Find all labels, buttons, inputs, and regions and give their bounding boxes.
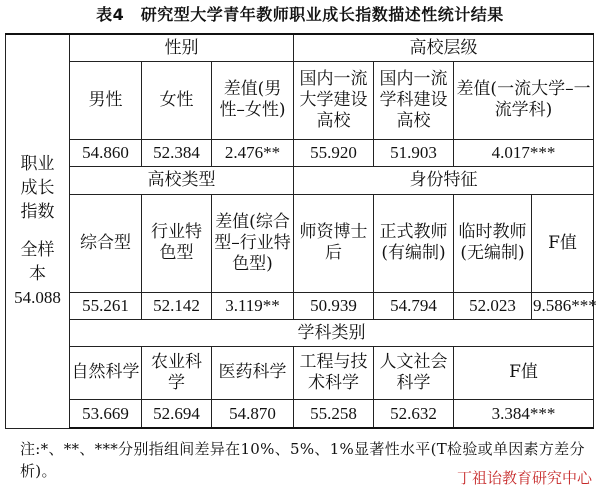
discipline-value-agriculture: 52.694 [142,399,212,428]
type-col-comprehensive: 综合型 [70,194,142,292]
discipline-value-humanities: 52.632 [374,399,454,428]
tier-col-university: 国内一流大学建设高校 [294,62,374,140]
discipline-col-agriculture: 农业科学 [142,346,212,399]
gender-value-male: 54.860 [70,139,142,167]
discipline-value-medical: 54.870 [212,399,294,428]
identity-value-temporary: 52.023 [454,292,532,320]
gender-value-diff: 2.476** [212,139,294,167]
identity-col-temporary: 临时教师(无编制) [454,194,532,292]
watermark: 丁祖诒教育研究中心 [456,469,592,487]
gender-col-female: 女性 [142,62,212,140]
tier-value-diff: 4.017*** [454,139,594,167]
type-col-diff: 差值(综合型–行业特色型) [212,194,294,292]
type-value-diff: 3.119** [212,292,294,320]
gender-col-male: 男性 [70,62,142,140]
discipline-value-natural: 53.669 [70,399,142,428]
tier-value-discipline: 51.903 [374,139,454,167]
table-title: 表4 研究型大学青年教师职业成长指数描述性统计结果 [96,5,504,24]
tier-col-discipline: 国内一流学科建设高校 [374,62,454,140]
gender-section-title: 性别 [70,34,294,62]
discipline-col-medical: 医药科学 [212,346,294,399]
gender-col-diff: 差值(男性–女性) [212,62,294,140]
type-col-industry: 行业特色型 [142,194,212,292]
row-header-cell [6,34,70,428]
overall-value: 54.088 [14,288,61,308]
discipline-value-f: 3.384*** [454,399,594,428]
discipline-section-title: 学科类别 [70,320,594,347]
type-value-comprehensive: 55.261 [70,292,142,320]
overall-label: 全样本 [20,240,55,285]
identity-col-formal: 正式教师(有编制) [374,194,454,292]
identity-col-postdoc: 师资博士后 [294,194,374,292]
tier-value-university: 55.920 [294,139,374,167]
discipline-col-engineering: 工程与技术科学 [294,346,374,399]
discipline-col-natural: 自然科学 [70,346,142,399]
type-section-title: 高校类型 [70,167,294,195]
identity-value-postdoc: 50.939 [294,292,374,320]
row-header-main: 职业成长指数 [20,154,55,223]
identity-col-f-value: F值 [532,194,594,292]
tier-col-diff: 差值(一流大学–一流学科) [454,62,594,140]
discipline-col-humanities: 人文社会科学 [374,346,454,399]
type-value-industry: 52.142 [142,292,212,320]
tier-section-title: 高校层级 [294,34,594,62]
identity-value-f: 9.586*** [532,292,594,320]
discipline-col-f-value: F值 [454,346,594,399]
identity-section-title: 身份特征 [294,167,594,195]
table-footnote: 注:*、**、***分别指组间差异在10%、5%、1%显著性水平(T检验或单因素方差分析)。 [20,440,585,480]
discipline-value-engineering: 55.258 [294,399,374,428]
gender-value-female: 52.384 [142,139,212,167]
statistics-table [5,33,597,429]
identity-value-formal: 54.794 [374,292,454,320]
